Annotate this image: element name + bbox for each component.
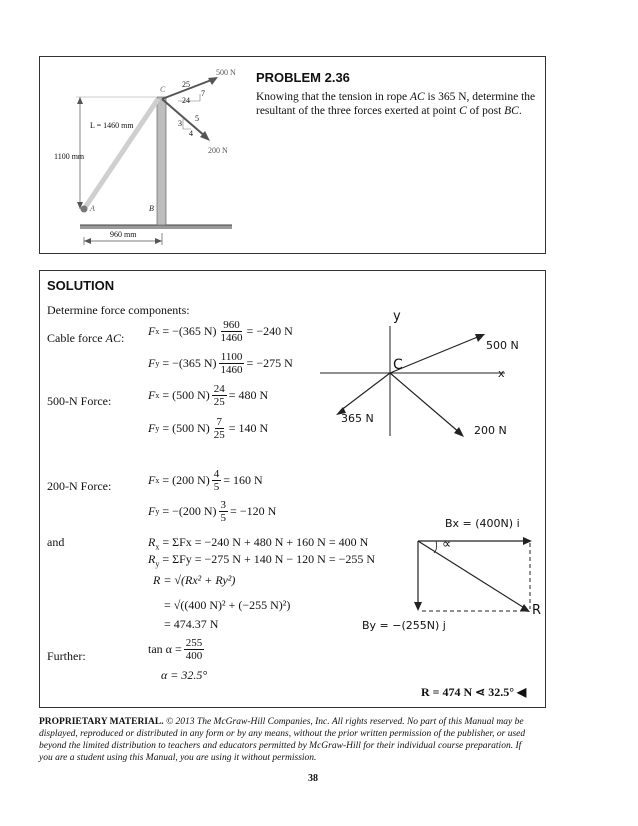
fig-tri2-4: 4 — [189, 129, 193, 138]
fig-200n: 200 N — [208, 146, 228, 155]
problem-box — [39, 56, 546, 254]
page-number: 38 — [308, 773, 318, 784]
copyright-notice: PROPRIETARY MATERIAL. © 2013 The McGraw-Hill Companies, Inc. All rights reserved. No part of this Manual may be displayed, reproduced or distributed in any form or by any means, without the prior written permission of the publisher, or used beyond the limited distribution to teachers and educators permitted by McGraw-Hill for their individual course preparation. If you are a student using this Manual, you are using it without permission. — [39, 717, 526, 763]
alpha-value: α = 32.5° — [161, 668, 208, 682]
cable-fx: F x = −(365 N) $\frac{960}{1460}$ = −240 N — [148, 319, 293, 344]
solution-intro: Determine force components: — [47, 303, 190, 317]
sketch-365n: 365 N — [341, 412, 374, 425]
fig-point-a: A — [90, 204, 95, 213]
fig-tri1-25: 25 — [182, 80, 190, 89]
ry-equation: $R_y = \Sigma Fy = -275$ N + 140 N − 120 N = −255 N — [148, 552, 376, 569]
fig-tri2-3: 3 — [178, 119, 182, 128]
final-answer: R = 474 N ⋖ 32.5° ◀ — [421, 685, 527, 699]
fig-500n: 500 N — [216, 68, 236, 77]
sketch-bx: Bx = (400N) i — [445, 517, 520, 530]
solution-box — [39, 270, 546, 708]
sketch-y: y — [393, 309, 401, 324]
further-label: Further: — [47, 649, 86, 663]
r-formula: R = √(Rx² + Ry²) — [153, 573, 236, 587]
f200-fy: F y = −(200 N) $\frac{3}{5}$ = −120 N — [148, 499, 277, 524]
fig-tri1-24: 24 — [182, 96, 190, 105]
cable-fy: F y = −(365 N) $\frac{1100}{1460}$ = −275 N — [148, 351, 293, 376]
problem-title: PROBLEM 2.36 — [256, 70, 350, 85]
f500-label: 500-N Force: — [47, 394, 112, 408]
problem-statement: Knowing that the tension in rope AC is 365 N, determine the resultant of the three forces exerted at point C of post BC. — [256, 91, 536, 117]
sketch-c: C — [393, 357, 403, 373]
r-substitution: = √((400 N)² + (−255 N)²) — [164, 598, 291, 612]
f500-fy: F y = (500 N) $\frac{7}{25}$ = 140 N — [148, 416, 269, 441]
fig-height: 1100 mm — [54, 152, 85, 161]
f200-label: 200-N Force: — [47, 479, 112, 493]
sketch-by: By = −(255N) j — [362, 619, 446, 632]
solution-heading: SOLUTION — [47, 278, 115, 293]
force-sketch — [310, 311, 540, 461]
f200-fx: F x = (200 N) $\frac{4}{5}$ = 160 N — [148, 468, 263, 493]
fig-point-b: B — [149, 204, 154, 213]
sketch-200n: 200 N — [474, 424, 507, 437]
and-label: and — [47, 535, 65, 549]
r-value: = 474.37 N — [164, 617, 219, 631]
tan-equation: tan α = $\frac{255}{400}$ — [148, 637, 203, 662]
sketch-r: R — [532, 603, 542, 618]
fig-tri2-5: 5 — [195, 114, 199, 123]
rx-equation: $R_x = \Sigma Fx = -240$ N + 480 N + 160 N = 400 N — [148, 535, 369, 552]
sketch-x: x — [498, 367, 505, 380]
resultant-sketch — [410, 533, 540, 628]
cable-label: Cable force AC: — [47, 331, 125, 345]
fig-tri1-7: 7 — [201, 89, 205, 98]
fig-rope-length: L = 1460 mm — [90, 121, 134, 130]
fig-base: 960 mm — [110, 230, 137, 239]
sketch-500n: 500 N — [486, 339, 519, 352]
sketch-alpha: ∝ — [442, 537, 452, 552]
f500-fx: F x = (500 N) $\frac{24}{25}$ = 480 N — [148, 383, 269, 408]
fig-point-c: C — [160, 85, 166, 94]
